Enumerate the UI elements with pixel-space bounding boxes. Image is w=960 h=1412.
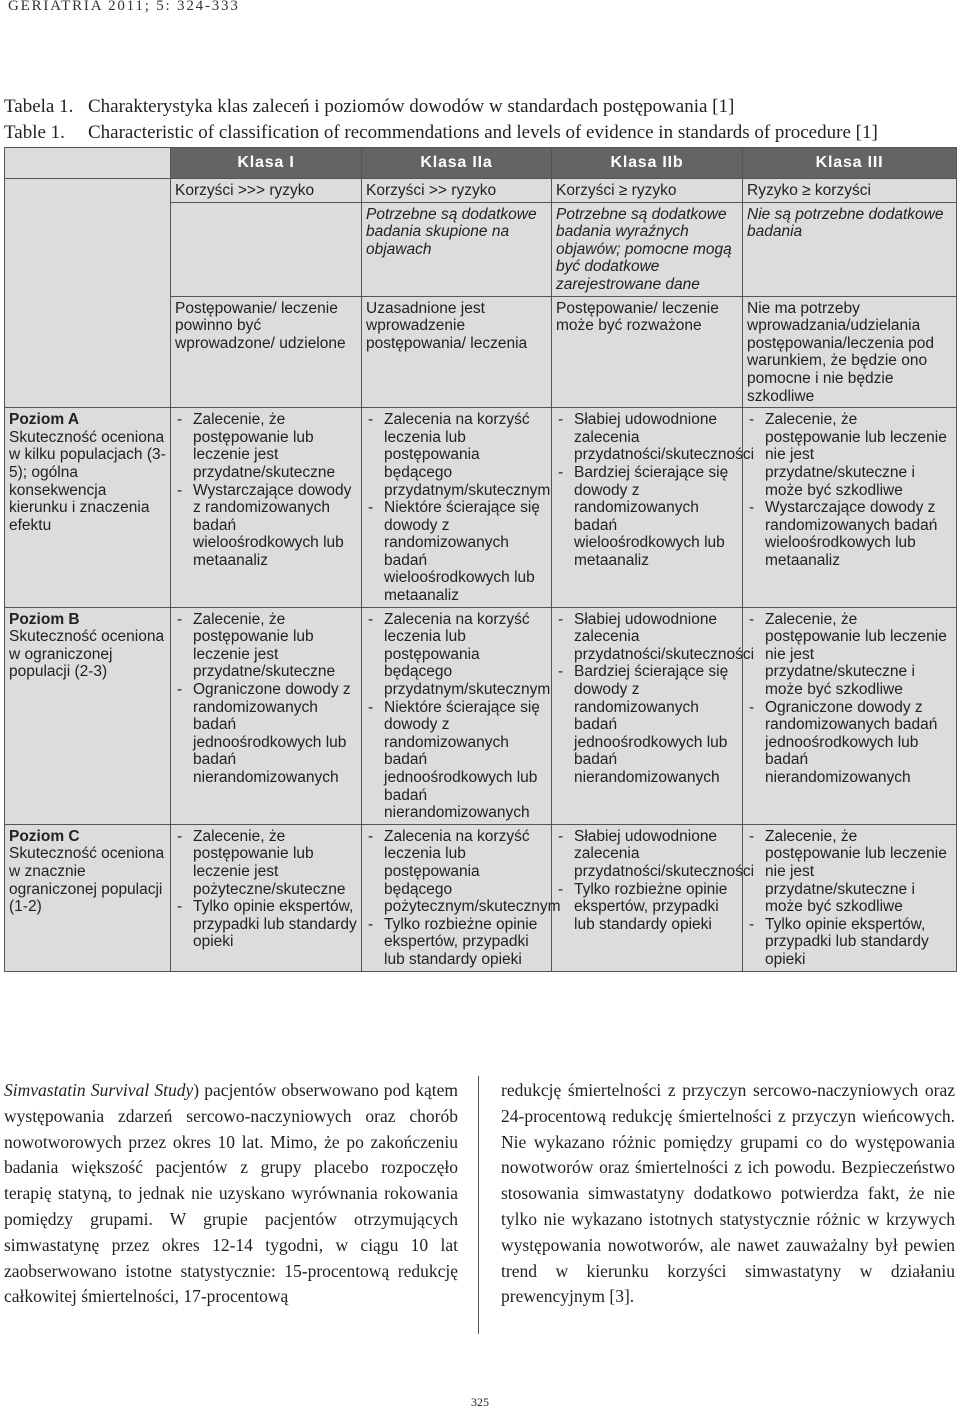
benefit-cell: Korzyści >>> ryzyko [171, 179, 362, 203]
studies-cell [171, 202, 362, 296]
action-cell: Nie ma potrzeby wprowadzania/udzielania postępowania/leczenia pod warunkiem, że będzie ono pomocne i nie będzie szkodliwe [743, 296, 957, 408]
level-cell [552, 824, 755, 971]
level-name: Poziom B [9, 610, 80, 628]
class-heading: Klasa III [743, 148, 957, 179]
recommendation-item: - Wystarczające dowody z randomizowanych badań wieloośrodkowych lub metaanaliz [175, 482, 357, 570]
class-heading: Klasa IIa [362, 148, 552, 179]
body-text-right: redukcję śmiertelności z przyczyn sercowo-naczyniowych oraz 24-procentową redukcję śmiertelności z przyczyn wieńcowych. Nie wykazano różnic pomiędzy grupami co do występowania nowotworów oraz śmiertelności z ich powodu. Bezpieczeństwo stosowania simwastatyny dodatkowo potwierdza fakt, że nie tylko nie wykazano istotnych statystycznie różnic w krzywych występowania nowotworów, ale nawet zauważalny był pewien trend w kierunku korzyści simwastatyny w działaniu prewencyjnym [3]. [501, 1080, 955, 1307]
level-cell [743, 408, 957, 608]
level-row-c [5, 824, 957, 971]
recommendation-table [4, 147, 957, 972]
level-row-b [5, 607, 957, 824]
caption-en-text: Characteristic of classification of recommendations and levels of evidence in standards of procedure [1] [88, 122, 878, 143]
recommendation-item: - Tylko opinie ekspertów, przypadki lub standardy opieki [747, 916, 952, 969]
level-cell [171, 824, 362, 971]
page-number: 325 [471, 1395, 489, 1409]
recommendation-item: - Tylko rozbieżne opinie ekspertów, przypadki lub standardy opieki [556, 881, 738, 934]
caption-pl-label: Tabela 1. [4, 96, 74, 117]
class-heading: Klasa IIb [552, 148, 743, 179]
level-cell [362, 607, 552, 824]
recommendation-item: - Niektóre ścierające się dowody z randomizowanych badań jednoośrodkowych lub badań nierandomizowanych [366, 699, 547, 822]
caption-pl-text: Charakterystyka klas zaleceń i poziomów dowodów w standardach postępowania [1] [88, 96, 735, 117]
body-text-left: ) pacjentów obserwowano pod kątem występowania zdarzeń sercowo-naczyniowych oraz chorób nowotworowych przez okres 10 lat. Mimo, że po zakończeniu badania większość pacjentów z grupy placebo rozpoczęło terapię statyną, to jednak nie uzyskano wyrównania rokowania pomiędzy grupami. W grupie pacjentów otrzymujących simwastatynę przez okres 12-14 tygodni, w ciągu 10 lat zaobserwowano istotne statystycznie: 15-procentową redukcję całkowitej śmiertelności, 17-procentową [4, 1080, 458, 1307]
level-desc: Skuteczność oceniona w kilku populacjach (3-5); ogólna konsekwencja kierunku i znaczenia efektu [9, 428, 166, 534]
studies-cell: Potrzebne są dodatkowe badania wyraźnych objawów; pomocne mogą być dodatkowe zarejestrowane dane [552, 202, 743, 296]
recommendation-item: - Zalecenia na korzyść leczenia lub postępowania będącego przydatnym/skutecznym [366, 411, 547, 499]
study-name: Simvastatin Survival Study [4, 1080, 194, 1100]
action-cell: Postępowanie/ leczenie może być rozważone [552, 296, 743, 408]
benefit-row [5, 179, 957, 203]
level-desc: Skuteczność oceniona w znacznie ograniczonej populacji (1-2) [9, 845, 165, 916]
body-column-left [4, 1078, 458, 1310]
recommendation-item: - Wystarczające dowody z randomizowanych badań wieloośrodkowych lub metaanaliz [747, 499, 952, 569]
recommendation-item: - Zalecenia na korzyść leczenia lub postępowania będącego pożytecznym/skutecznym [366, 828, 547, 916]
studies-cell: Potrzebne są dodatkowe badania skupione na objawach [362, 202, 552, 296]
journal-header: GERIATRIA 2011; 5: 324-333 [8, 0, 240, 14]
level-cell [362, 824, 561, 971]
recommendation-item: - Zalecenie, że postępowanie lub leczenie nie jest przydatne/skuteczne i może być szkodliwe [747, 828, 952, 916]
column-divider [478, 1076, 479, 1334]
level-label-cell [5, 824, 171, 971]
recommendation-item: - Słabiej udowodnione zalecenia przydatności/skuteczności [556, 828, 738, 881]
action-cell: Postępowanie/ leczenie powinno być wprowadzone/ udzielone [171, 296, 362, 408]
level-desc: Skuteczność oceniona w ograniczonej populacji (2-3) [9, 628, 165, 681]
recommendation-item: - Zalecenie, że postępowanie lub leczenie nie jest przydatne/skuteczne i może być szkodliwe [747, 411, 952, 499]
level-cell [362, 408, 552, 608]
level-cell [552, 408, 755, 608]
recommendation-item: - Ograniczone dowody z randomizowanych badań jednoośrodkowych lub badań nierandomizowanych [747, 699, 952, 787]
class-heading: Klasa I [171, 148, 362, 179]
recommendation-item: - Zalecenie, że postępowanie lub leczenie nie jest przydatne/skuteczne i może być szkodliwe [747, 611, 952, 699]
recommendation-item: - Bardziej ścierające się dowody z randomizowanych badań wieloośrodkowych lub metaanaliz [556, 464, 738, 570]
level-cell [171, 408, 362, 608]
recommendation-item: - Bardziej ścierające się dowody z randomizowanych badań jednoośrodkowych lub badań nierandomizowanych [556, 663, 738, 786]
recommendation-item: - Niektóre ścierające się dowody z randomizowanych badań wieloośrodkowych lub metaanaliz [366, 499, 547, 605]
benefit-cell: Korzyści >> ryzyko [362, 179, 552, 203]
level-cell [552, 607, 755, 824]
studies-cell: Nie są potrzebne dodatkowe badania [743, 202, 957, 296]
action-cell: Uzasadnione jest wprowadzenie postępowania/ leczenia [362, 296, 552, 408]
recommendation-item: - Zalecenia na korzyść leczenia lub postępowania będącego przydatnym/skutecznym [366, 611, 547, 699]
recommendation-item: - Ograniczone dowody z randomizowanych badań jednoośrodkowych lub badań nierandomizowanych [175, 681, 357, 787]
level-cell [743, 824, 957, 971]
recommendation-item: - Zalecenie, że postępowanie lub leczenie jest pożyteczne/skuteczne [175, 828, 357, 898]
benefit-cell: Korzyści ≥ ryzyko [552, 179, 743, 203]
class-header-row [5, 148, 957, 179]
level-row-a [5, 408, 957, 608]
recommendation-item: - Słabiej udowodnione zalecenia przydatności/skuteczności [556, 411, 738, 464]
level-label-cell [5, 408, 171, 608]
recommendation-item: - Słabiej udowodnione zalecenia przydatności/skuteczności [556, 611, 738, 664]
level-name: Poziom C [9, 827, 80, 845]
body-column-right [501, 1078, 955, 1310]
level-label-cell [5, 607, 171, 824]
recommendation-item: - Tylko rozbieżne opinie ekspertów, przypadki lub standardy opieki [366, 916, 547, 969]
level-name: Poziom A [9, 411, 80, 429]
recommendation-item: - Zalecenie, że postępowanie lub leczenie jest przydatne/skuteczne [175, 411, 357, 481]
caption-en-label: Table 1. [4, 122, 65, 143]
empty-label-cell [5, 179, 171, 408]
level-cell [743, 607, 957, 824]
recommendation-item: - Tylko opinie ekspertów, przypadki lub standardy opieki [175, 898, 357, 951]
benefit-cell: Ryzyko ≥ korzyści [743, 179, 957, 203]
corner-cell [5, 148, 171, 179]
recommendation-item: - Zalecenie, że postępowanie lub leczenie jest przydatne/skuteczne [175, 611, 357, 681]
level-cell [171, 607, 362, 824]
